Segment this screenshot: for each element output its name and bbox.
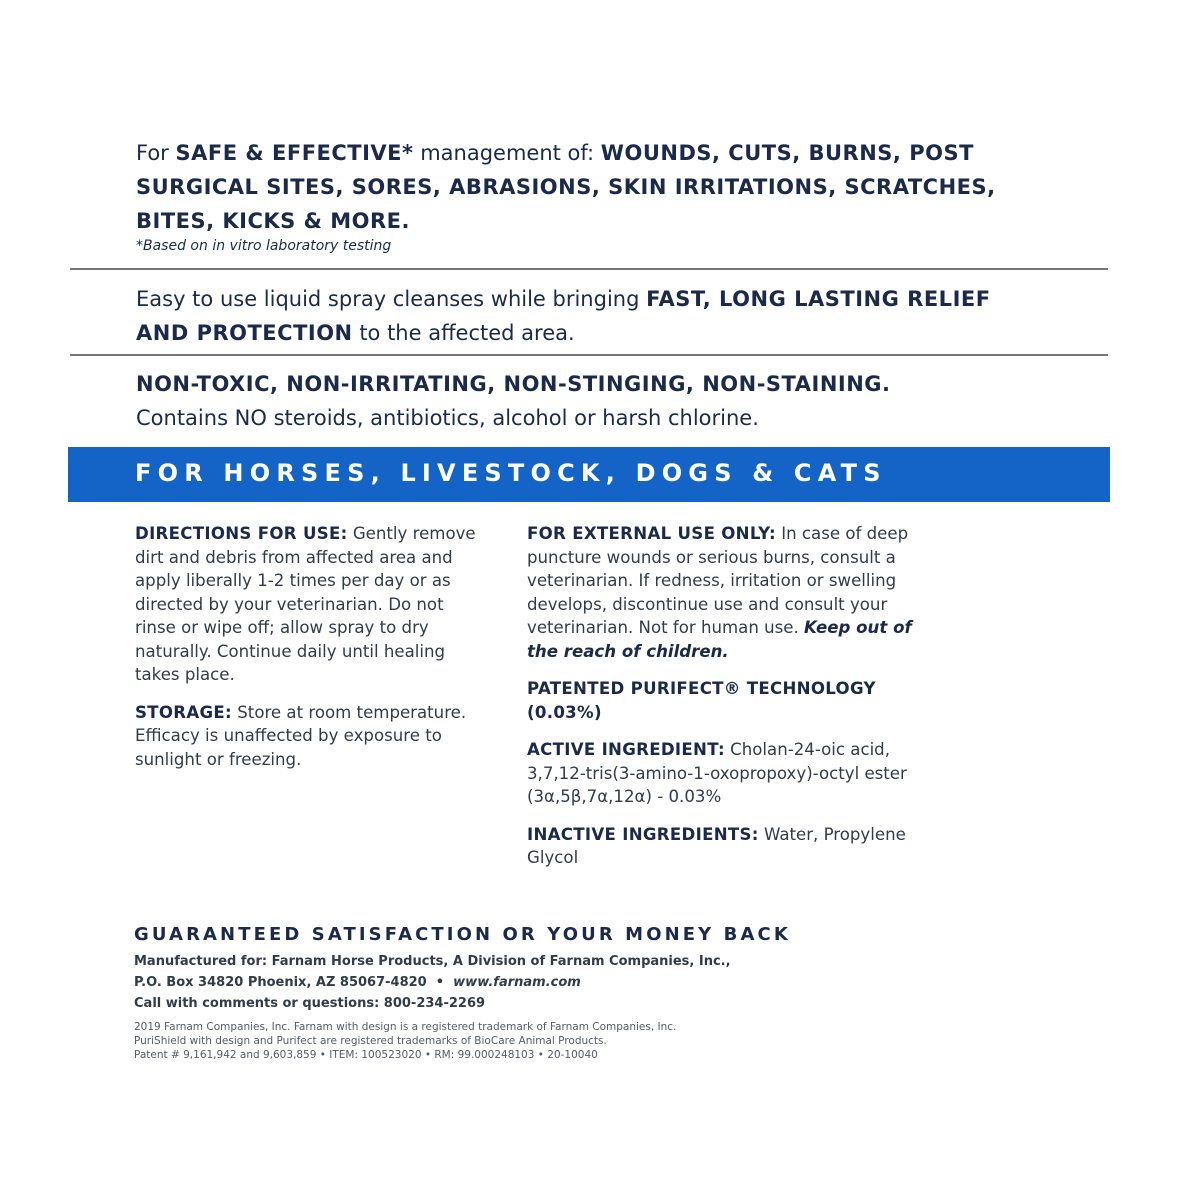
intro-uses: WOUNDS, CUTS, BURNS, POST SURGICAL SITES, SORES, ABRASIONS, SKIN IRRITATIONS, SCRATCHES, BITES, KICKS & MORE. — [136, 141, 996, 233]
inactive-text: Water, Propylene Glycol — [527, 824, 906, 867]
directions-heading: DIRECTIONS FOR USE: — [135, 524, 348, 543]
intro-lead: For — [136, 141, 176, 165]
technology-heading: PATENTED PURIFECT® TECHNOLOGY (0.03%) — [527, 679, 876, 722]
phone-line: Call with comments or questions: 800-234-2269 — [134, 996, 486, 1011]
right-column — [527, 522, 927, 884]
active-text: Cholan-24-oic acid, 3,7,12-tris(3-amino-1-oxopropoxy)-octyl ester (3α,5β,7α,12α) - 0.03% — [527, 740, 907, 806]
address: P.O. Box 34820 Phoenix, AZ 85067-4820 — [134, 975, 427, 990]
safety-statement — [136, 367, 1036, 435]
intro-claim: SAFE & EFFECTIVE* — [175, 141, 414, 165]
external-section — [527, 522, 927, 663]
legal-line-3: Patent # 9,161,942 and 9,603,859 • ITEM: 100523020 • RM: 99.000248103 • 20-10040 — [134, 1049, 598, 1061]
active-heading: ACTIVE INGREDIENT: — [527, 740, 725, 759]
safety-claims: NON-TOXIC, NON-IRRITATING, NON-STINGING, NON-STAINING. — [136, 372, 891, 396]
benefit-lead: Easy to use liquid spray cleanses while bringing — [136, 287, 647, 311]
manufacturer-block — [134, 951, 731, 1014]
inactive-section — [527, 823, 927, 870]
technology-section — [527, 677, 927, 724]
children-warning: Keep out of the reach of children. — [527, 618, 912, 661]
bullet-separator: • — [435, 975, 445, 990]
footnote: *Based on in vitro laboratory testing — [136, 238, 392, 254]
active-section — [527, 738, 927, 809]
storage-text: Store at room temperature. Efficacy is unaffected by exposure to sunlight or freezing. — [135, 702, 467, 769]
manufacturer-line: Manufactured for: Farnam Horse Products, A Division of Farnam Companies, Inc., — [134, 954, 731, 969]
guarantee-line: GUARANTEED SATISFACTION OR YOUR MONEY BACK — [134, 924, 791, 945]
legal-block — [134, 1020, 676, 1062]
directions-section — [135, 522, 485, 687]
inactive-heading: INACTIVE INGREDIENTS: — [527, 824, 759, 844]
intro-statement — [136, 136, 1036, 238]
benefit-statement — [136, 282, 1016, 350]
species-banner-text: FOR HORSES, LIVESTOCK, DOGS & CATS — [135, 459, 887, 487]
legal-line-2: PuriShield with design and Purifect are registered trademarks of BioCare Animal Products. — [134, 1035, 607, 1047]
benefit-tail: to the affected area. — [352, 321, 575, 345]
benefit-strong: FAST, LONG LASTING RELIEF AND PROTECTION — [136, 287, 991, 345]
divider — [70, 354, 1108, 356]
external-heading: FOR EXTERNAL USE ONLY: — [527, 524, 776, 543]
storage-heading: STORAGE: — [135, 702, 232, 722]
legal-line-1: 2019 Farnam Companies, Inc. Farnam with design is a registered trademark of Farnam Companies, Inc. — [134, 1021, 677, 1033]
address-line — [134, 972, 731, 993]
divider — [70, 268, 1108, 270]
external-text: In case of deep puncture wounds or serious burns, consult a veterinarian. If redness, irritation or swelling develops, discontinue use and consult your veterinarian. Not for human use. — [527, 524, 909, 637]
safety-contains: Contains NO steroids, antibiotics, alcohol or harsh chlorine. — [136, 406, 759, 430]
directions-text: Gently remove dirt and debris from affected area and apply liberally 1-2 times per day or as directed by your veterinarian. Do not rinse or wipe off; allow spray to dry naturally. Continue daily until healing takes place. — [135, 524, 476, 684]
intro-mid: management of: — [413, 141, 601, 165]
storage-section — [135, 701, 485, 772]
website-link[interactable]: www.farnam.com — [453, 975, 581, 990]
species-banner — [68, 447, 1110, 502]
left-column — [135, 522, 485, 785]
